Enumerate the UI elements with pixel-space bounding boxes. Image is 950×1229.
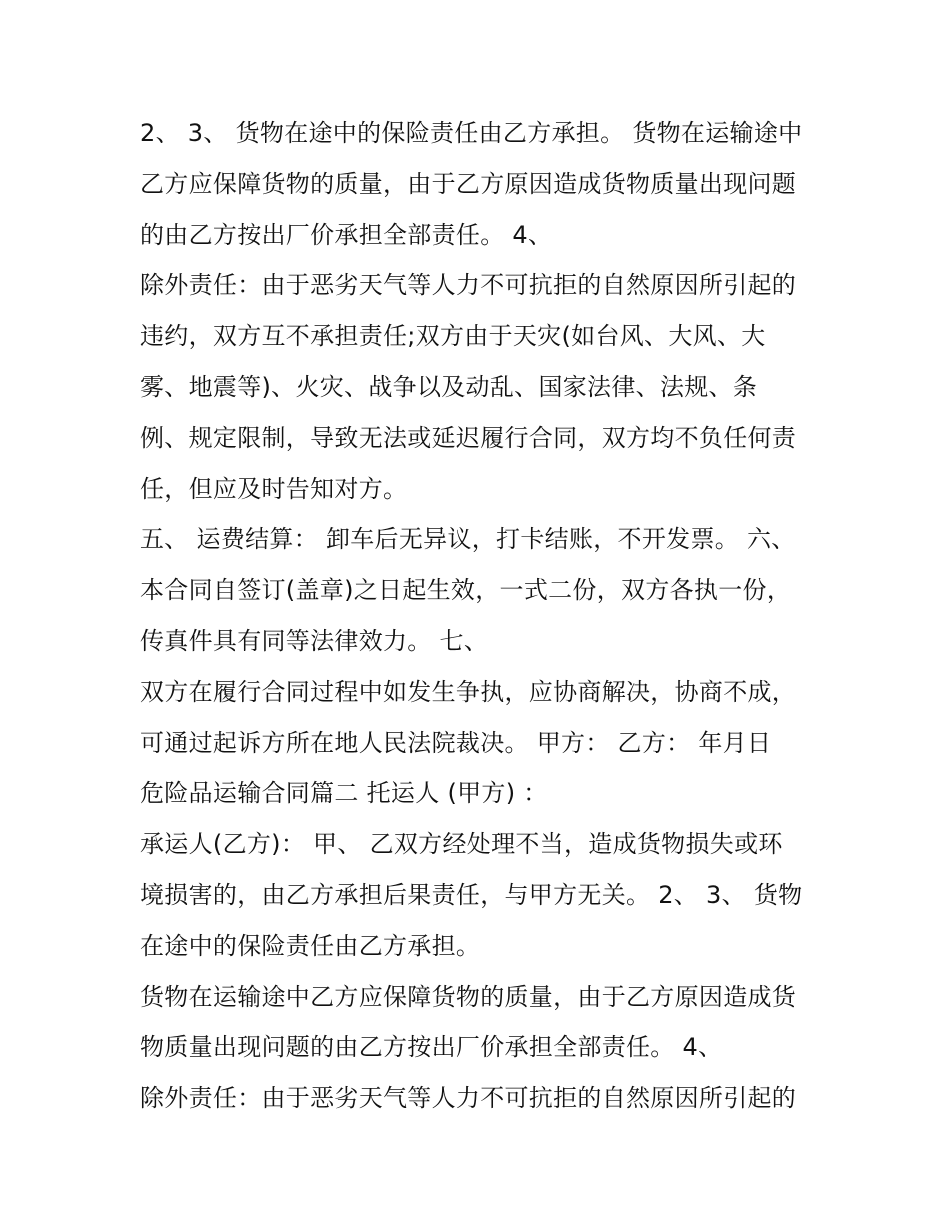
text-line-9: 五、 运费结算： 卸车后无异议，打卡结账，不开发票。 六、 xyxy=(140,525,796,554)
text-line-4: 除外责任：由于恶劣天气等人力不可抗拒的自然原因所引起的 xyxy=(140,271,797,300)
document-body xyxy=(140,108,830,1124)
text-line-14: 危险品运输合同篇二 托运人 (甲方) ： xyxy=(140,779,548,808)
text-line-18: 货物在运输途中乙方应保障货物的质量，由于乙方原因造成货 xyxy=(140,982,797,1011)
text-line-12: 双方在履行合同过程中如发生争执，应协商解决，协商不成， xyxy=(140,677,797,706)
text-line-8: 任，但应及时告知对方。 xyxy=(140,474,408,503)
text-line-17: 在途中的保险责任由乙方承担。 xyxy=(140,931,481,960)
text-line-19: 物质量出现问题的由乙方按出厂价承担全部责任。 4、 xyxy=(140,1033,723,1062)
text-line-2: 乙方应保障货物的质量，由于乙方原因造成货物质量出现问题 xyxy=(140,169,797,198)
text-line-3: 的由乙方按出厂价承担全部责任。 4、 xyxy=(140,220,553,249)
text-line-10: 本合同自签订(盖章)之日起生效，一式二份，双方各执一份， xyxy=(140,576,792,605)
text-line-6: 雾、地震等)、火灾、战争以及动乱、国家法律、法规、条 xyxy=(140,372,758,401)
text-line-1: 2、 3、 货物在途中的保险责任由乙方承担。 货物在运输途中 xyxy=(140,119,803,147)
text-line-20: 除外责任：由于恶劣天气等人力不可抗拒的自然原因所引起的 xyxy=(140,1084,797,1113)
text-line-15: 承运人(乙方)： 甲、 乙双方经处理不当，造成货物损失或环 xyxy=(140,830,783,859)
text-line-7: 例、规定限制，导致无法或延迟履行合同，双方均不负任何责 xyxy=(140,423,797,452)
text-line-13: 可通过起诉方所在地人民法院裁决。 甲方： 乙方： 年月日 xyxy=(140,728,772,757)
text-line-16: 境损害的，由乙方承担后果责任，与甲方无关。 2、 3、 货物 xyxy=(140,880,803,909)
text-line-11: 传真件具有同等法律效力。 七、 xyxy=(140,626,489,655)
text-line-5: 违约，双方互不承担责任;双方由于天灾(如台风、大风、大 xyxy=(140,322,766,351)
